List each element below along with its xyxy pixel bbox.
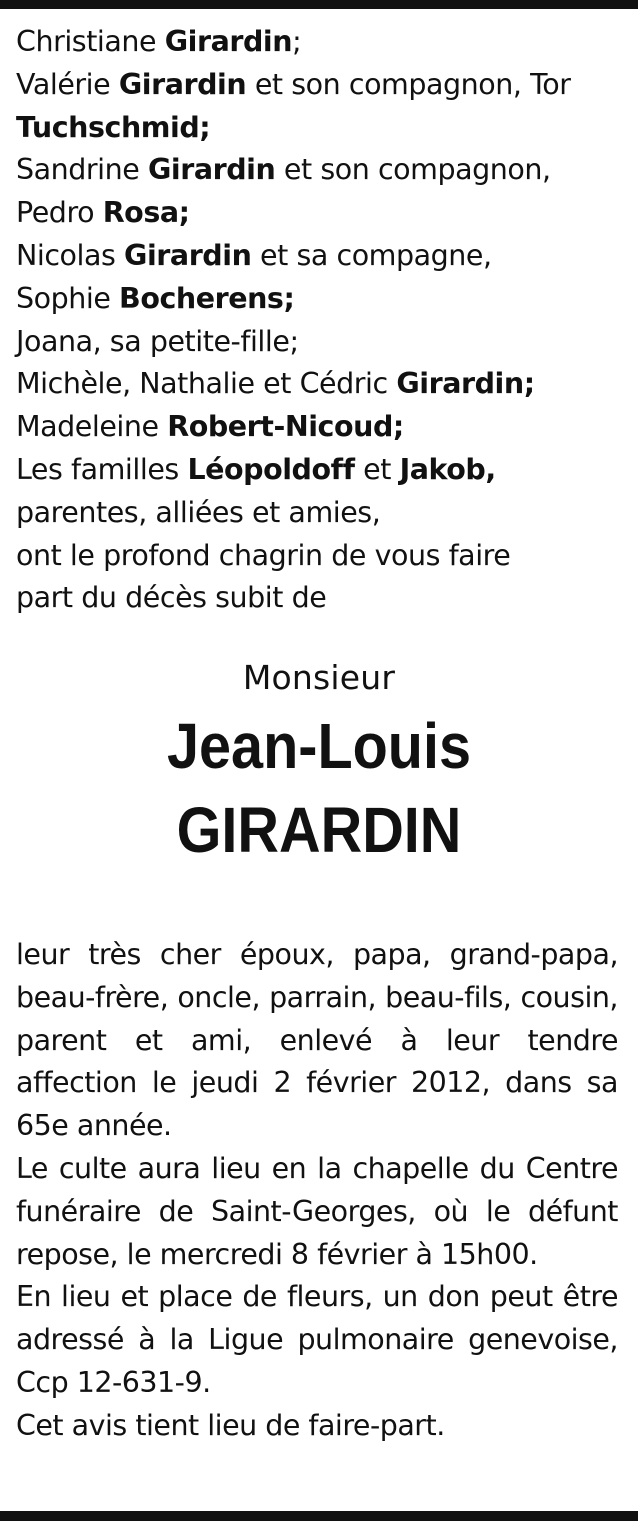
family-text: parentes, alliées et amies, [16, 495, 381, 529]
paragraph-eulogy: leur très cher époux, papa, grand-papa, beau-frère, oncle, parrain, beau-fils, cousin, parent et ami, enlevé à leur tendre affection le jeudi 2 février 2012, dans sa 65e année. [16, 938, 618, 1143]
family-name-bold: Jakob, [399, 452, 496, 486]
family-line [16, 21, 622, 64]
deceased-last-name: GIRARDIN [176, 794, 462, 866]
family-text: et [354, 452, 400, 486]
family-text: Les familles [16, 452, 188, 486]
deceased-honorific: Monsieur [242, 658, 396, 697]
family-text: Sophie [16, 281, 120, 315]
family-text: Valérie [16, 67, 119, 101]
family-text: et son compagnon, Tor [246, 67, 571, 101]
family-line [16, 64, 622, 107]
top-border-rule [0, 0, 638, 9]
family-name-bold: Bocherens; [119, 281, 295, 315]
family-name-bold: Rosa; [102, 196, 190, 230]
family-line [16, 149, 622, 192]
family-text: Madeleine [16, 410, 168, 444]
family-name-bold: Robert-Nicoud; [167, 410, 404, 444]
bottom-border-rule [0, 1511, 638, 1521]
family-line [16, 449, 622, 492]
family-line [16, 492, 622, 535]
family-text: et sa compagne, [251, 238, 492, 272]
family-text: part du décès subit de [16, 581, 327, 615]
family-name-bold: Girardin [164, 25, 293, 58]
family-line [16, 363, 622, 406]
paragraph-donation-note: En lieu et place de fleurs, un don peut être adressé à la Ligue pulmonaire genevoise, Ccp 12-631-9. [16, 1280, 618, 1399]
family-text: ont le profond chagrin de vous faire [16, 538, 511, 572]
family-name-bold: Girardin; [396, 367, 535, 401]
family-line [16, 235, 622, 278]
family-text: ; [292, 25, 302, 58]
family-name-bold: Girardin [118, 67, 247, 101]
family-text: Nicolas [16, 238, 125, 272]
family-text: Christiane [16, 25, 165, 58]
family-line [16, 535, 622, 578]
family-line [16, 577, 622, 620]
family-announcers-list [16, 21, 622, 620]
deceased-first-name: Jean-Louis [166, 710, 472, 782]
family-line [16, 107, 622, 150]
family-text: et son compagnon, [275, 153, 551, 187]
family-text: Pedro [16, 196, 103, 230]
family-line [16, 192, 622, 235]
family-name-bold: Léopoldoff [187, 452, 355, 486]
paragraph-service-details: Le culte aura lieu en la chapelle du Centre funéraire de Saint-Georges, où le défunt repose, le mercredi 8 février à 15h00. [16, 1151, 618, 1271]
family-line [16, 406, 622, 449]
family-line [16, 321, 622, 364]
family-text: Sandrine [16, 153, 148, 187]
announcement-body [16, 934, 618, 1448]
family-name-bold: Girardin [124, 238, 252, 272]
family-name-bold: Girardin [147, 153, 276, 187]
family-line [16, 278, 622, 321]
family-text: Michèle, Nathalie et Cédric [16, 367, 397, 401]
paragraph-closing-note: Cet avis tient lieu de faire-part. [16, 1408, 445, 1442]
family-name-bold: Tuchschmid; [16, 110, 211, 144]
family-text: Joana, sa petite-fille; [16, 324, 299, 358]
